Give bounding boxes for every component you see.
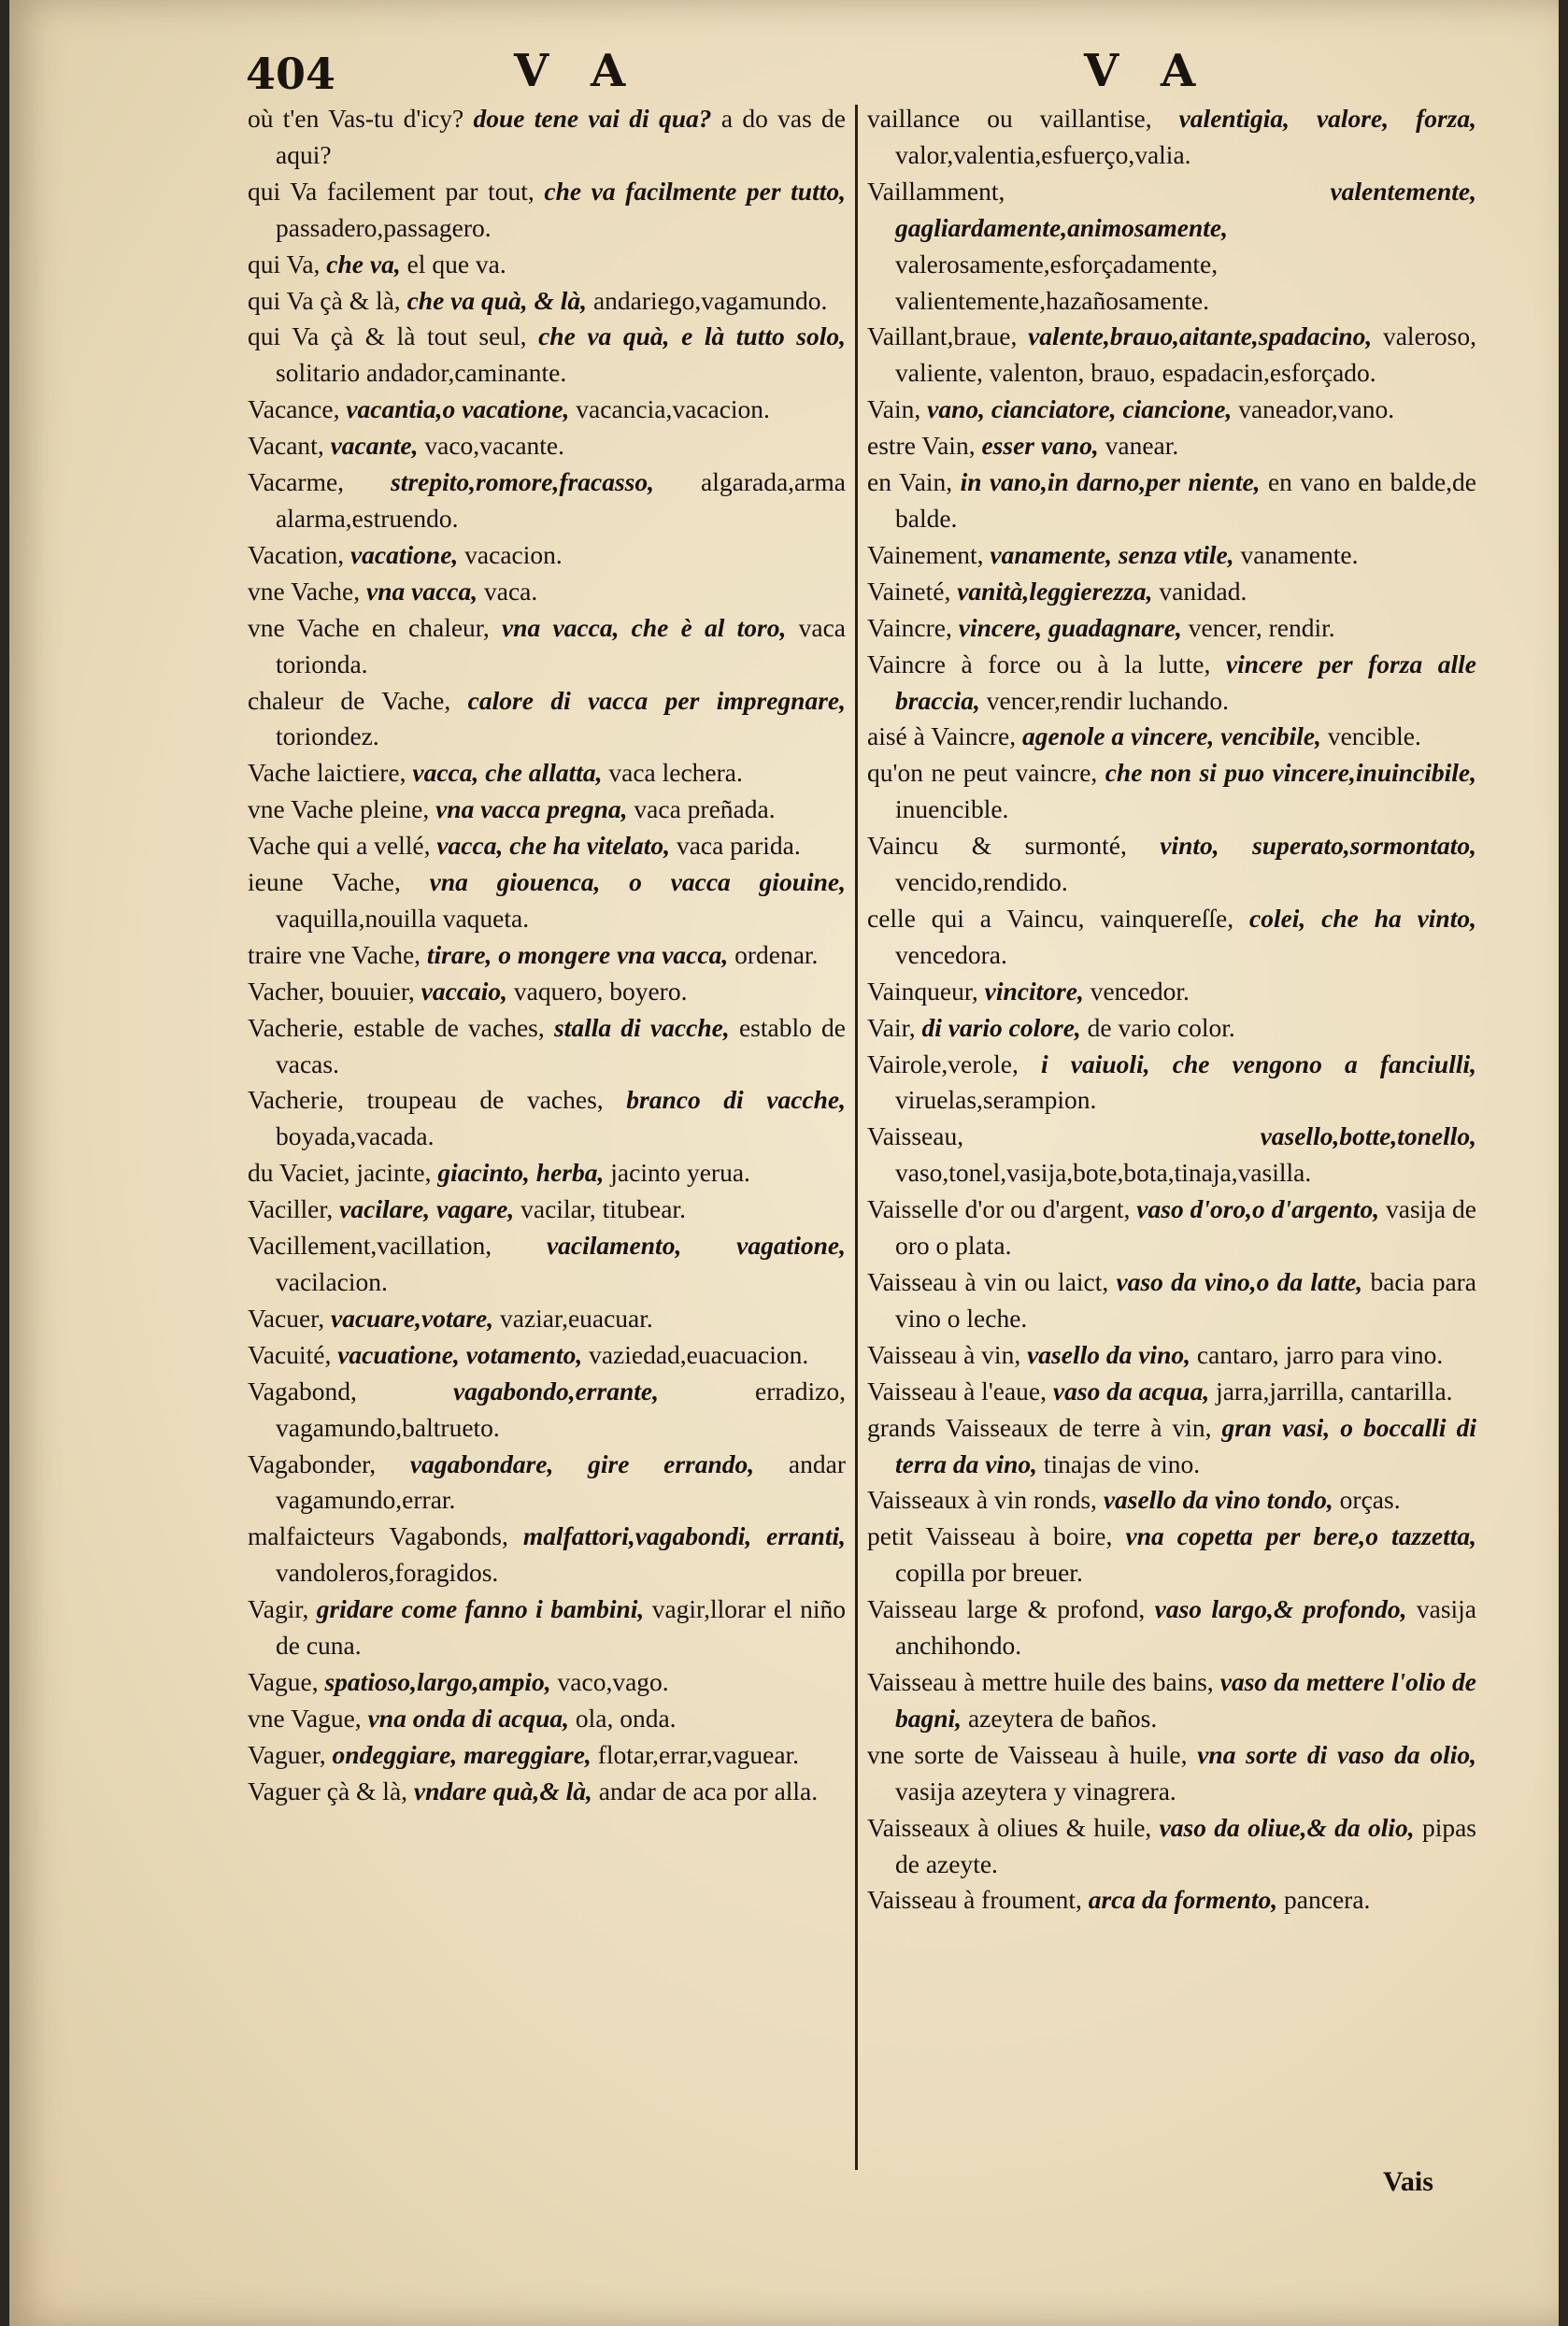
right-column-heading: V A <box>1084 45 1209 97</box>
dictionary-entry <box>248 1155 846 1192</box>
dictionary-entry <box>248 1192 846 1228</box>
french-headword: Vaisseau à mettre huile des bains, <box>867 1666 1214 1696</box>
dictionary-entry <box>248 392 846 428</box>
italian-translation: esser vano, <box>981 431 1099 461</box>
french-headword: ieune Vache, <box>248 867 401 897</box>
dictionary-entry <box>248 1374 846 1447</box>
dictionary-entry <box>248 1519 846 1591</box>
italian-translation: vano, cianciatore, ciancione, <box>927 394 1233 424</box>
spanish-translation: vacilacion. <box>276 1267 388 1296</box>
spanish-translation: inuencible. <box>895 794 1009 824</box>
italian-translation: tirare, o mongere vna vacca, <box>426 939 729 969</box>
running-header <box>9 39 1559 105</box>
italian-translation: vna vacca, <box>366 576 478 606</box>
spanish-translation: vacilar, titubear. <box>520 1194 686 1224</box>
italian-translation: colei, che ha vinto, <box>1248 903 1476 933</box>
dictionary-entry <box>248 974 846 1010</box>
dictionary-entry <box>248 683 846 756</box>
dictionary-entry <box>867 1374 1476 1410</box>
dictionary-entry <box>248 1082 846 1155</box>
dictionary-entry <box>867 1519 1476 1591</box>
dictionary-entry <box>867 1737 1476 1810</box>
spanish-translation: solitario andador,caminante. <box>276 358 567 388</box>
spanish-translation: vaneador,vano. <box>1238 394 1395 424</box>
french-headword: estre Vain, <box>867 431 976 461</box>
french-headword: Vaisseau à vin, <box>867 1339 1021 1369</box>
spanish-translation: vaca lechera. <box>608 758 743 788</box>
spanish-translation: ola, onda. <box>575 1703 677 1733</box>
dictionary-entry <box>248 755 846 792</box>
dictionary-entry <box>867 974 1476 1010</box>
italian-translation: vacilare, vagare, <box>339 1194 515 1224</box>
french-headword: Vacillement,vacillation, <box>248 1231 492 1261</box>
spanish-translation: valor,valentia,esfuerço,valia. <box>895 139 1191 169</box>
spanish-translation: vaca torionda. <box>276 612 846 678</box>
italian-translation: ondeggiare, mareggiare, <box>332 1739 592 1769</box>
italian-translation: vacca, che ha vitelato, <box>436 831 671 861</box>
french-headword: Vaciller, <box>248 1194 334 1224</box>
book-page <box>9 0 1559 2326</box>
spanish-translation: orças. <box>1339 1485 1401 1515</box>
dictionary-entry <box>248 1664 846 1701</box>
spanish-translation: vencedora. <box>895 939 1007 969</box>
catchword: Vais <box>1383 2166 1433 2197</box>
dictionary-entry <box>248 828 846 864</box>
italian-translation: vacuare,votare, <box>331 1303 494 1333</box>
french-headword: qu'on ne peut vaincre, <box>867 758 1098 788</box>
french-headword: vne Vache pleine, <box>248 794 430 824</box>
dictionary-entry <box>248 1774 846 1810</box>
french-headword: Vache qui a vellé, <box>248 831 431 861</box>
spanish-translation: pipas de azeyte. <box>895 1812 1476 1878</box>
italian-translation: calore di vacca per impregnare, <box>467 685 846 715</box>
french-headword: celle qui a Vaincu, vainquereſſe, <box>867 903 1234 933</box>
dictionary-entry <box>867 755 1476 828</box>
french-headword: Vagir, <box>248 1594 309 1624</box>
french-headword: Vaisseau à froument, <box>867 1885 1082 1915</box>
french-headword: Vaguer çà & là, <box>248 1776 408 1805</box>
spanish-translation: andar de aca por alla. <box>598 1776 819 1805</box>
dictionary-entry <box>248 1591 846 1664</box>
spanish-translation: vandoleros,foragidos. <box>276 1558 499 1588</box>
italian-translation: gran vasi, o boccalli di terra da vino, <box>895 1412 1476 1478</box>
italian-translation: agenole a vincere, vencibile, <box>1021 721 1321 751</box>
french-headword: Vainqueur, <box>867 976 978 1006</box>
french-headword: Vaisseau large & profond, <box>867 1594 1146 1624</box>
italian-translation: vasello da vino, <box>1027 1339 1190 1369</box>
french-headword: Vague, <box>248 1666 319 1696</box>
french-headword: qui Va facilement par tout, <box>248 176 535 206</box>
dictionary-entry <box>248 937 846 974</box>
spanish-translation: algarada,arma alarma,estruendo. <box>276 467 846 533</box>
italian-translation: vacantia,o vacatione, <box>346 394 570 424</box>
dictionary-entry <box>248 464 846 537</box>
italian-translation: vacuatione, votamento, <box>337 1339 583 1369</box>
spanish-translation: cantaro, jarro para vino. <box>1196 1339 1444 1369</box>
dictionary-entry <box>867 174 1476 320</box>
italian-translation: valentemente, gagliardamente,animosamente, <box>895 176 1476 242</box>
dictionary-entry <box>867 610 1476 647</box>
dictionary-entry <box>248 1301 846 1337</box>
dictionary-entry <box>248 610 846 683</box>
dictionary-entry <box>867 1482 1476 1519</box>
french-headword: Vain, <box>867 394 921 424</box>
dictionary-entry <box>867 1410 1476 1483</box>
italian-translation: vndare quà,& là, <box>413 1776 592 1805</box>
italian-translation: vasello da vino tondo, <box>1103 1485 1333 1515</box>
dictionary-entry <box>248 1337 846 1374</box>
spanish-translation: vacancia,vacacion. <box>576 394 770 424</box>
french-headword: vne Vache en chaleur, <box>248 612 490 642</box>
italian-translation: spatioso,largo,ampio, <box>324 1666 551 1696</box>
spanish-translation: viruelas,serampion. <box>895 1085 1097 1115</box>
spanish-translation: erradizo, vagamundo,baltrueto. <box>276 1376 846 1442</box>
spanish-translation: valerosamente,esforçadamente, valientemente,hazañosamente. <box>895 249 1219 315</box>
italian-translation: i vaiuoli, che vengono a fanciulli, <box>1041 1049 1476 1078</box>
french-headword: vne Vache, <box>248 576 361 606</box>
spanish-translation: vanamente. <box>1240 539 1359 569</box>
french-headword: Vairole,verole, <box>867 1049 1019 1078</box>
spanish-translation: el que va. <box>406 249 506 278</box>
spanish-translation: vaco,vago. <box>557 1666 669 1696</box>
italian-translation: vacatione, <box>349 539 459 569</box>
spanish-translation: andariego,vagamundo. <box>592 285 828 315</box>
dictionary-entry <box>867 1882 1476 1919</box>
italian-translation: vincere per forza alle braccia, <box>895 649 1477 715</box>
spanish-translation: vaca parida. <box>676 831 801 861</box>
french-headword: vne Vague, <box>248 1703 362 1733</box>
italian-translation: gridare come fanno i bambini, <box>316 1594 645 1624</box>
spanish-translation: toriondez. <box>276 721 379 751</box>
dictionary-entry <box>248 1447 846 1520</box>
french-headword: grands Vaisseaux de terre à vin, <box>867 1412 1212 1442</box>
italian-translation: vasello,botte,tonello, <box>1260 1121 1476 1151</box>
french-headword: vne sorte de Vaisseau à huile, <box>867 1739 1188 1769</box>
dictionary-entry <box>248 864 846 937</box>
dictionary-entry <box>867 1119 1476 1192</box>
dictionary-entry <box>248 428 846 464</box>
italian-translation: vaso largo,& profondo, <box>1154 1594 1407 1624</box>
italian-translation: arca da formento, <box>1088 1885 1278 1915</box>
dictionary-entry <box>867 1192 1476 1264</box>
dictionary-entry <box>867 1264 1476 1337</box>
spanish-translation: a do vas de aqui? <box>276 104 847 169</box>
french-headword: Vaisseau, <box>867 1121 964 1151</box>
italian-translation: vaccaio, <box>421 976 508 1006</box>
french-headword: Vacher, bouuier, <box>248 976 415 1006</box>
spanish-translation: vaziedad,euacuacion. <box>589 1339 809 1369</box>
left-column-heading: V A <box>514 45 639 97</box>
dictionary-entry <box>248 101 846 174</box>
french-headword: qui Va çà & là, <box>248 285 401 315</box>
italian-translation: vna copetta per bere,o tazzetta, <box>1125 1521 1477 1551</box>
dictionary-entry <box>867 537 1476 574</box>
dictionary-entry <box>867 1810 1476 1883</box>
french-headword: Vacarme, <box>248 467 345 497</box>
french-headword: vaillance ou vaillantise, <box>867 104 1152 133</box>
french-headword: qui Va, <box>248 249 321 278</box>
dictionary-entry <box>867 1047 1476 1120</box>
italian-translation: branco di vacche, <box>626 1085 847 1115</box>
spanish-translation: vencible. <box>1327 721 1421 751</box>
french-headword: Vaincre, <box>867 612 952 642</box>
column-divider <box>855 105 858 2170</box>
italian-translation: vaso d'oro,o d'argento, <box>1136 1194 1380 1224</box>
spanish-translation: vencedor. <box>1090 976 1190 1006</box>
spanish-translation: andar vagamundo,errar. <box>276 1448 846 1515</box>
dictionary-entry <box>248 792 846 828</box>
french-headword: où t'en Vas-tu d'icy? <box>248 104 464 133</box>
dictionary-entry <box>248 537 846 574</box>
french-headword: Vagabonder, <box>248 1448 377 1478</box>
spanish-translation: vasija azeytera y vinagrera. <box>895 1776 1176 1805</box>
italian-translation: vacca, che allatta, <box>412 758 603 788</box>
dictionary-entry <box>248 319 846 392</box>
spanish-translation: en vano en balde,de balde. <box>895 467 1476 533</box>
italian-translation: vna vacca pregna, <box>435 794 628 824</box>
page-number: 404 <box>246 49 336 99</box>
dictionary-entry <box>248 1228 846 1301</box>
french-headword: Vagabond, <box>248 1376 357 1406</box>
italian-translation: che va quà, e là tutto solo, <box>538 321 846 351</box>
italian-translation: vagabondo,errante, <box>452 1376 659 1406</box>
italian-translation: stalla di vacche, <box>553 1012 730 1042</box>
spanish-translation: bacia para vino o leche. <box>895 1267 1477 1333</box>
spanish-translation: vaquilla,nouilla vaqueta. <box>276 903 530 933</box>
spanish-translation: vaca. <box>484 576 538 606</box>
french-headword: aisé à Vaincre, <box>867 721 1017 751</box>
italian-translation: doue tene vai di qua? <box>473 104 712 133</box>
french-headword: en Vain, <box>867 467 953 497</box>
italian-translation: che va, <box>326 249 401 278</box>
spanish-translation: vaquero, boyero. <box>513 976 688 1006</box>
french-headword: Vaisseau à vin ou laict, <box>867 1267 1109 1296</box>
italian-translation: giacinto, herba, <box>437 1158 605 1188</box>
french-headword: Vaillant,braue, <box>867 321 1018 351</box>
dictionary-entry <box>248 1010 846 1083</box>
italian-translation: vincitore, <box>984 976 1084 1006</box>
dictionary-entry <box>867 101 1476 174</box>
spanish-translation: vasija anchihondo. <box>895 1594 1477 1661</box>
dictionary-entry <box>248 1701 846 1737</box>
italian-translation: vna giouenca, o vacca giouine, <box>429 867 847 897</box>
dictionary-entry <box>867 574 1476 610</box>
french-headword: Vacance, <box>248 394 340 424</box>
dictionary-entry <box>867 428 1476 464</box>
italian-translation: vaso da vino,o da latte, <box>1116 1267 1363 1296</box>
italian-translation: vna vacca, che è al toro, <box>501 612 787 642</box>
dictionary-entry <box>867 1664 1476 1737</box>
spanish-translation: establo de vacas. <box>276 1012 847 1078</box>
italian-translation: che va facilmente per tutto, <box>544 176 847 206</box>
french-headword: Vaillamment, <box>867 176 1005 206</box>
dictionary-entry <box>867 1010 1476 1047</box>
dictionary-entry <box>867 719 1476 755</box>
french-headword: Vaguer, <box>248 1739 326 1769</box>
french-headword: Vacuer, <box>248 1303 325 1333</box>
italian-translation: che non si puo vincere,inuincibile, <box>1105 758 1477 788</box>
spanish-translation: pancera. <box>1284 1885 1371 1915</box>
italian-translation: strepito,romore,fracasso, <box>391 467 654 497</box>
spanish-translation: jacinto yerua. <box>610 1158 750 1188</box>
spanish-translation: de vario color. <box>1087 1012 1235 1042</box>
italian-translation: che va quà, & là, <box>406 285 588 315</box>
dictionary-entry <box>867 1591 1476 1664</box>
italian-translation: valente,brauo,aitante,spadacino, <box>1028 321 1373 351</box>
french-headword: Vair, <box>867 1012 916 1042</box>
dictionary-entry <box>867 319 1476 392</box>
spanish-translation: vagir,llorar el niño de cuna. <box>276 1594 847 1661</box>
spanish-translation: flotar,errar,vaguear. <box>597 1739 800 1769</box>
left-column <box>248 101 846 1810</box>
french-headword: Vaisseaux à vin ronds, <box>867 1485 1097 1515</box>
spanish-translation: vaziar,euacuar. <box>500 1303 653 1333</box>
french-headword: Vacant, <box>248 431 324 461</box>
french-headword: Vaineté, <box>867 576 951 606</box>
italian-translation: vinto, superato,sormontato, <box>1160 831 1476 861</box>
italian-translation: vaso da acqua, <box>1052 1376 1210 1406</box>
right-column <box>867 101 1476 1919</box>
french-headword: Vainement, <box>867 539 984 569</box>
italian-translation: vincere, guadagnare, <box>958 612 1182 642</box>
italian-translation: vagabondare, gire errando, <box>409 1448 755 1478</box>
dictionary-entry <box>248 174 846 247</box>
italian-translation: vanità,leggierezza, <box>957 576 1153 606</box>
french-headword: Vache laictiere, <box>248 758 406 788</box>
french-headword: petit Vaisseau à boire, <box>867 1521 1113 1551</box>
dictionary-entry <box>248 283 846 320</box>
french-headword: Vacherie, estable de vaches, <box>248 1012 545 1042</box>
spanish-translation: vencido,rendido. <box>895 867 1068 897</box>
french-headword: Vacation, <box>248 539 345 569</box>
dictionary-entry <box>248 247 846 283</box>
french-headword: du Vaciet, jacinte, <box>248 1158 432 1188</box>
italian-translation: valentigia, valore, forza, <box>1178 104 1477 133</box>
spanish-translation: copilla por breuer. <box>895 1558 1083 1588</box>
spanish-translation: vanidad. <box>1159 576 1247 606</box>
italian-translation: vacante, <box>330 431 419 461</box>
dictionary-entry <box>867 392 1476 428</box>
spanish-translation: valeroso, valiente, valenton, brauo, espadacin,esforçado. <box>895 321 1477 388</box>
spanish-translation: azeytera de baños. <box>967 1703 1158 1733</box>
french-headword: Vacuité, <box>248 1339 332 1369</box>
spanish-translation: vasija de oro o plata. <box>895 1194 1476 1261</box>
italian-translation: vaso da oliue,& da olio, <box>1159 1812 1415 1842</box>
spanish-translation: tinajas de vino. <box>1043 1448 1201 1478</box>
french-headword: Vaincu & surmonté, <box>867 831 1127 861</box>
italian-translation: vanamente, senza vtile, <box>990 539 1234 569</box>
spanish-translation: vencer, rendir. <box>1188 612 1335 642</box>
dictionary-entry <box>248 1737 846 1774</box>
spanish-translation: ordenar. <box>734 939 819 969</box>
italian-translation: vaso da mettere l'olio de bagni, <box>895 1666 1476 1733</box>
italian-translation: in vano,in darno,per niente, <box>960 467 1261 497</box>
spanish-translation: jarra,jarrilla, cantarilla. <box>1216 1376 1453 1406</box>
spanish-translation: passadero,passagero. <box>276 212 492 242</box>
french-headword: Vaisselle d'or ou d'argent, <box>867 1194 1131 1224</box>
italian-translation: vacilamento, vagatione, <box>546 1231 846 1261</box>
dictionary-entry <box>867 1337 1476 1374</box>
dictionary-entry <box>248 574 846 610</box>
french-headword: qui Va çà & là tout seul, <box>248 321 527 351</box>
spanish-translation: vaso,tonel,vasija,bote,bota,tinaja,vasilla. <box>895 1158 1312 1188</box>
spanish-translation: vacacion. <box>464 539 563 569</box>
italian-translation: vna onda di acqua, <box>367 1703 569 1733</box>
italian-translation: vna sorte di vaso da olio, <box>1197 1739 1476 1769</box>
spanish-translation: vaco,vacante. <box>424 431 565 461</box>
french-headword: traire vne Vache, <box>248 939 421 969</box>
french-headword: Vaisseaux à oliues & huile, <box>867 1812 1152 1842</box>
dictionary-entry <box>867 464 1476 537</box>
french-headword: chaleur de Vache, <box>248 685 451 715</box>
spanish-translation: vanear. <box>1105 431 1179 461</box>
french-headword: Vaincre à force ou à la lutte, <box>867 649 1211 678</box>
italian-translation: malfattori,vagabondi, erranti, <box>522 1521 846 1551</box>
french-headword: Vacherie, troupeau de vaches, <box>248 1085 604 1115</box>
french-headword: malfaicteurs Vagabonds, <box>248 1521 508 1551</box>
dictionary-entry <box>867 901 1476 974</box>
spanish-translation: boyada,vacada. <box>276 1121 435 1151</box>
french-headword: Vaisseau à l'eaue, <box>867 1376 1048 1406</box>
italian-translation: di vario colore, <box>921 1012 1081 1042</box>
dictionary-entry <box>867 647 1476 720</box>
spanish-translation: vencer,rendir luchando. <box>986 685 1230 715</box>
spanish-translation: vaca preñada. <box>634 794 776 824</box>
dictionary-entry <box>867 828 1476 901</box>
